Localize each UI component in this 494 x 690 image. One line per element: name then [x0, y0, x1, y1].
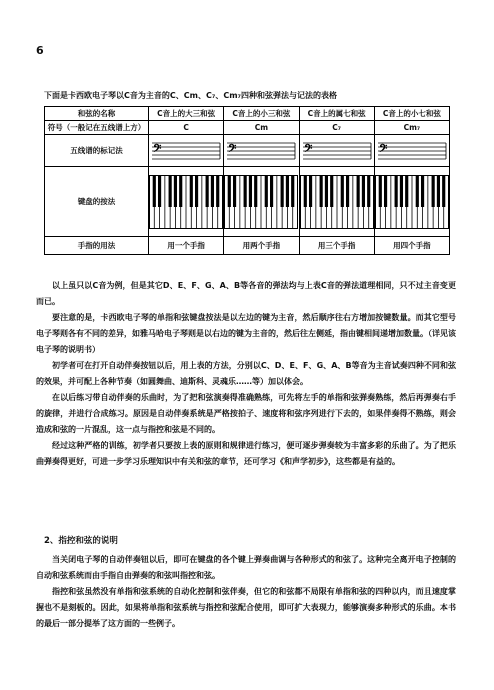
paragraph: 以上虽只以C音为例，但是其它D、E、F、G、A、B等各音的弹法均与上表C音的弹法道理相同，只不过主音变更而已。	[36, 281, 456, 306]
paragraph: 初学者可在打开自动伴奏按钮以后，用上表的方法，分别以C、D、E、F、G、A、B等音为主音试奏四种不同和弦的效果，并可配上各种节奏（如圆舞曲、迪斯科、灵魂乐……等）加以体会。	[36, 361, 456, 386]
keyboard-row	[45, 167, 450, 237]
keyboard-icon	[375, 175, 449, 229]
row-label-keys: 键盘的按法	[45, 167, 149, 237]
svg-text:𝄢: 𝄢	[228, 142, 237, 158]
staff-cell	[149, 135, 224, 167]
paragraph: 当关闭电子琴的自动伴奏钮以后，即可在键盘的各个键上弹奏曲调与各种形式的和弦了。这种完全离开电子控制的自动和弦系统而由手指自由弹奏的和弦叫指控和弦。	[36, 555, 456, 580]
staff-row	[45, 135, 450, 167]
bass-clef-staff-icon	[301, 140, 373, 162]
table-header-row	[45, 107, 450, 121]
body-text-b	[36, 552, 456, 632]
keyboard-cell	[299, 167, 374, 237]
chord-symbol: Cm	[224, 121, 299, 135]
row-label-finger: 手指的用法	[45, 237, 149, 255]
keyboard-cell	[149, 167, 224, 237]
svg-text:𝄢: 𝄢	[153, 142, 162, 158]
paragraph: 经过这种严格的训练，初学者只要按上表的原则和规律进行练习，便可逐步弹奏较为丰富多彩的乐曲了。为了把乐曲弹奏得更好，可进一步学习乐理知识中有关和弦的章节，还可学习《和声学初步》，这些都是有益的。	[36, 441, 456, 466]
bass-clef-staff-icon	[376, 140, 448, 162]
staff-cell	[299, 135, 374, 167]
finger-usage: 用一个手指	[149, 237, 224, 255]
chord-table	[44, 106, 450, 255]
row-label-staff: 五线谱的标记法	[45, 135, 149, 167]
keyboard-cell	[374, 167, 449, 237]
staff-cell	[374, 135, 449, 167]
keyboard-cell	[224, 167, 299, 237]
row-label-symbol: 符号（一般记在五线谱上方）	[45, 121, 149, 135]
svg-text:𝄢: 𝄢	[303, 142, 312, 158]
chord-name: C音上的属七和弦	[299, 107, 374, 121]
chord-name: C音上的小七和弦	[374, 107, 449, 121]
table-caption: 下面是卡西欧电子琴以C音为主音的C、Cm、C₇、Cm₇四种和弦弹法与记法的表格	[44, 91, 338, 100]
chord-name: C音上的小三和弦	[224, 107, 299, 121]
finger-row	[45, 237, 450, 255]
svg-text:𝄢: 𝄢	[378, 142, 388, 158]
symbol-row	[45, 121, 450, 135]
section-title: 2、指控和弦的说明	[44, 536, 118, 546]
bass-clef-staff-icon	[150, 140, 222, 162]
chord-name: C音上的大三和弦	[149, 107, 224, 121]
staff-cell	[224, 135, 299, 167]
finger-usage: 用四个手指	[374, 237, 449, 255]
keyboard-icon	[300, 175, 374, 229]
body-text-a	[36, 278, 456, 470]
page-number: 6	[36, 44, 44, 57]
chord-symbol: Cm₇	[374, 121, 449, 135]
chord-symbol: C₇	[299, 121, 374, 135]
keyboard-icon	[149, 175, 223, 229]
paragraph: 要注意的是，卡西欧电子琴的单指和弦键盘按法是以左边的键为主音，然后顺序往右方增加按键数量。而其它型号电子琴则各有不同的差异，如雅马哈电子琴则是以右边的键为主音的，然后往左侧延，指由键相间递增加数量。（详见该电子琴的说明书）	[36, 313, 456, 354]
bass-clef-staff-icon	[225, 140, 297, 162]
chord-symbol: C	[149, 121, 224, 135]
keyboard-icon	[224, 175, 298, 229]
finger-usage: 用两个手指	[224, 237, 299, 255]
col-header: 和弦的名称	[45, 107, 149, 121]
paragraph: 指控和弦虽然没有单指和弦系统的自动化控制和弦伴奏，但它的和弦都不局限有单指和弦的四种以内，而且速度掌握也不是刻板的。因此，如果将单指和弦系统与指控和弦配合使用，即可扩大表现力，能够演奏多种形式的乐曲。本书的最后一部分提举了这方面的一些例子。	[36, 587, 456, 628]
paragraph: 在以后练习带自动伴奏的乐曲时，为了把和弦演奏得准确熟练，可先将左手的单指和弦弹奏熟练，然后再弹奏右手的旋律，并进行合成练习。原因是自动伴奏系统是严格按拍子、速度将和弦序列进行下去的，如果伴奏得不熟练，则会造成和弦的一片混乱，这一点与指控和弦是不同的。	[36, 393, 456, 434]
finger-usage: 用三个手指	[299, 237, 374, 255]
